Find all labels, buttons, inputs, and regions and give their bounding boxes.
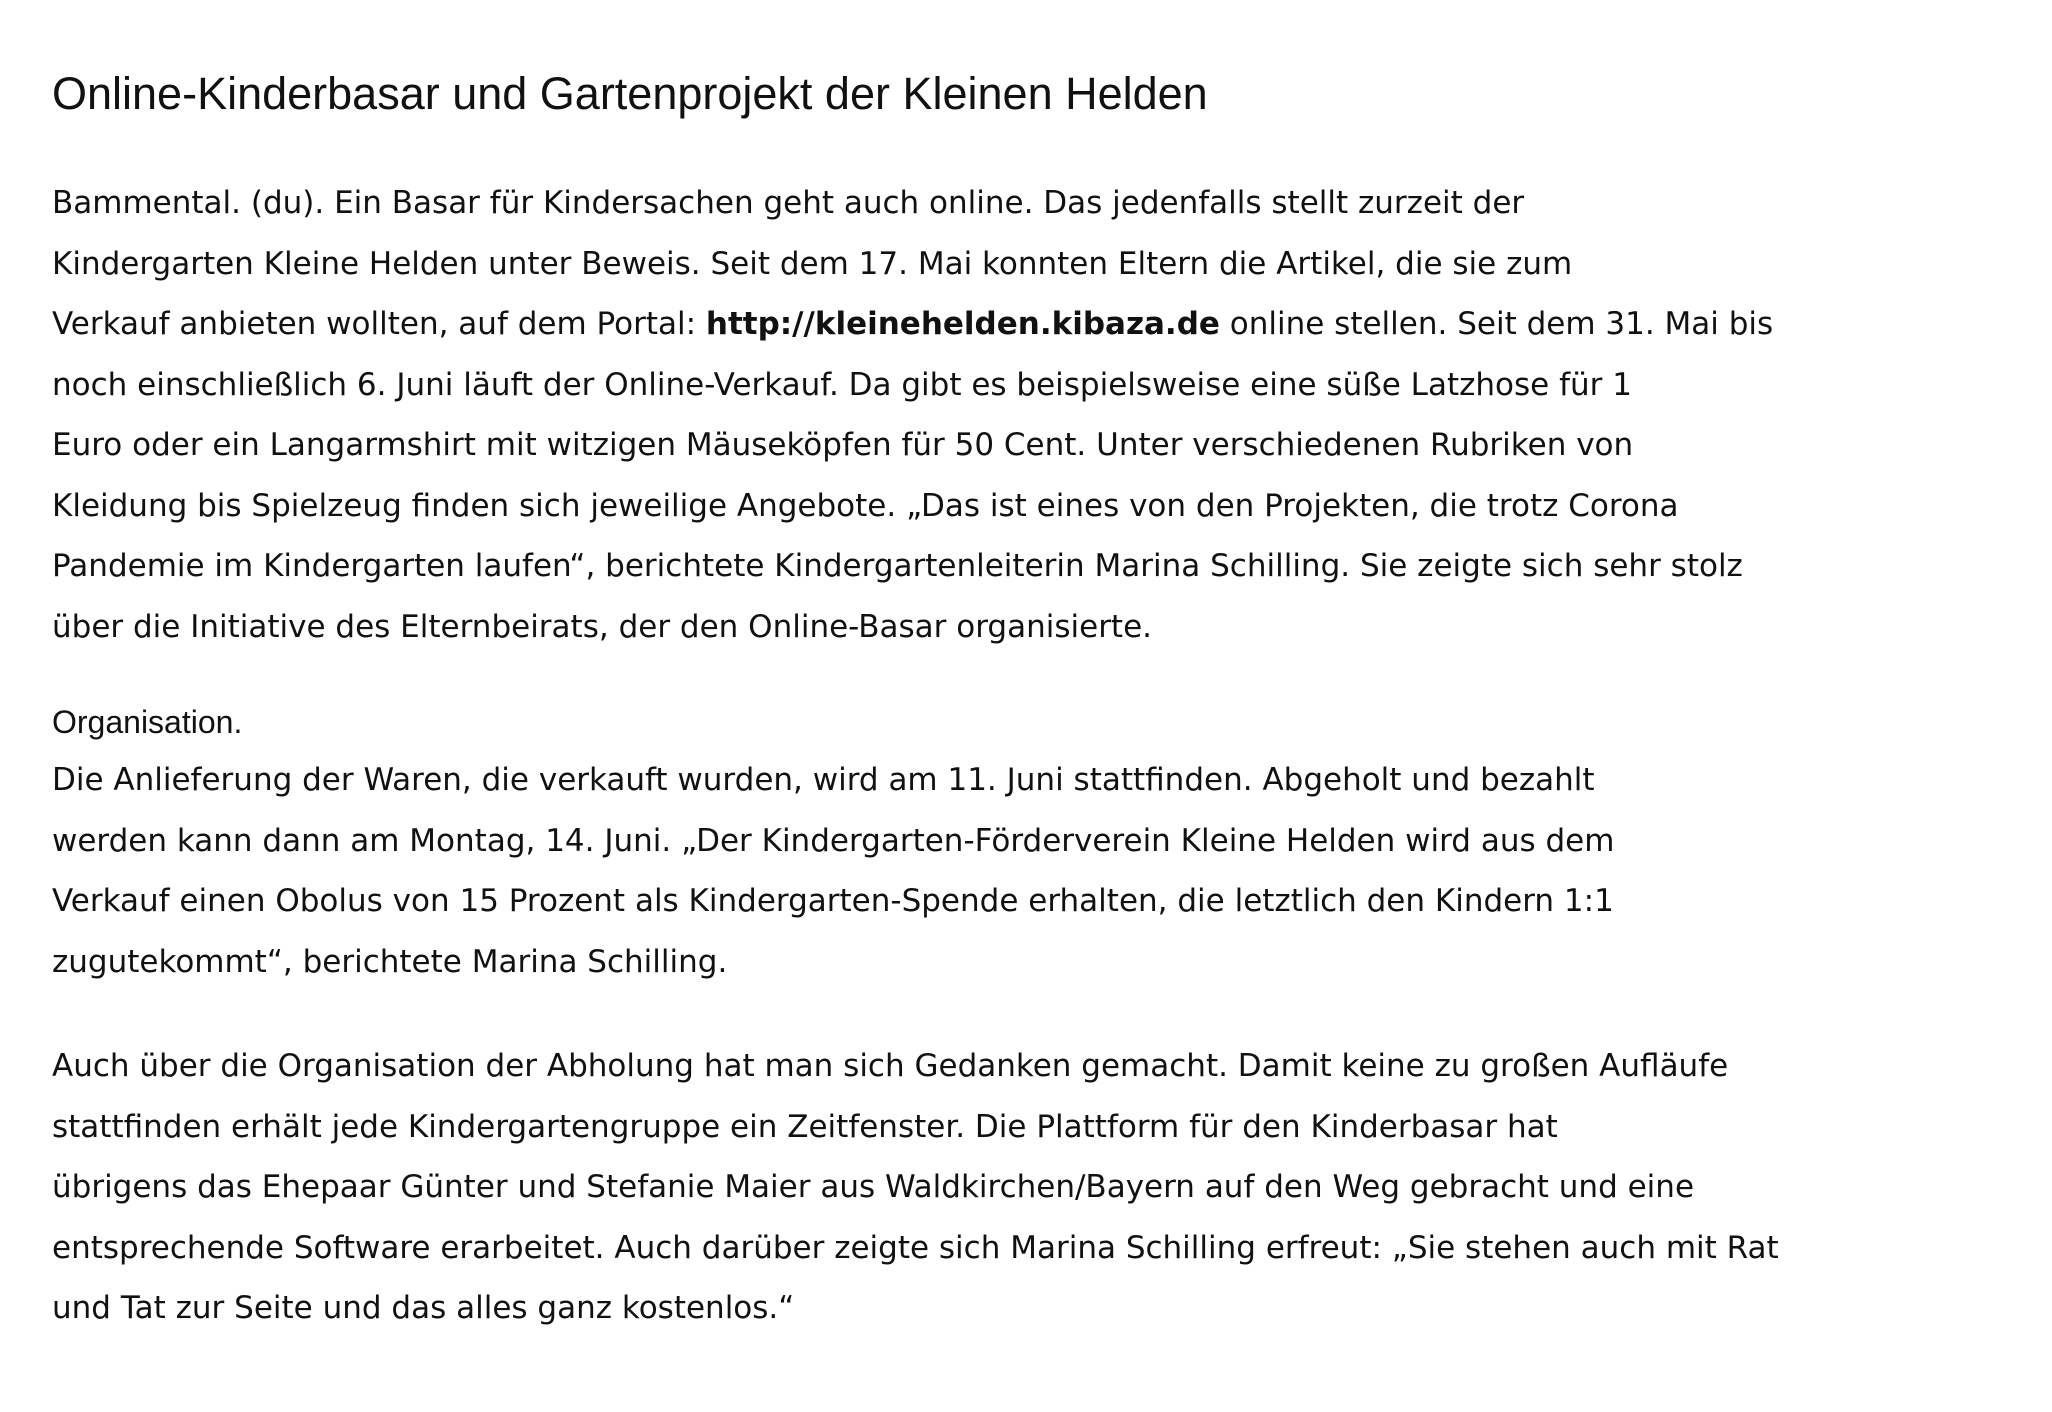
- text-line: entsprechende Software erarbeitet. Auch darüber zeigte sich Marina Schilling erfreut: „Sie stehen auch mit Rat: [52, 1229, 1779, 1266]
- text-line-with-url: [52, 294, 1773, 355]
- text-line: Verkauf einen Obolus von 15 Prozent als Kindergarten-Spende erhalten, die letztlich den Kindern 1:1: [52, 883, 1614, 919]
- article-title: Online-Kinderbasar und Gartenprojekt der Kleinen Helden: [52, 68, 1208, 119]
- paragraph-intro: [52, 173, 1773, 657]
- text-line: und Tat zur Seite und das alles ganz kostenlos.“: [52, 1290, 795, 1326]
- text-line: Auch über die Organisation der Abholung hat man sich Gedanken gemacht. Damit keine zu großen Aufläufe: [52, 1048, 1729, 1084]
- text-line: zugutekommt“, berichtete Marina Schilling.: [52, 943, 728, 980]
- paragraph-organisation: [52, 750, 1614, 992]
- text-segment: Verkauf anbieten wollten, auf dem Portal:: [52, 306, 706, 342]
- section-subheading: Organisation.: [52, 704, 243, 740]
- text-line: über die Initiative des Elternbeirats, der den Online-Basar organisierte.: [52, 608, 1153, 645]
- text-line: Kleidung bis Spielzeug finden sich jeweilige Angebote. „Das ist eines von den Projekten, die trotz Corona: [52, 487, 1679, 524]
- text-line: Bammental. (du). Ein Basar für Kindersachen geht auch online. Das jedenfalls stellt zurzeit der: [52, 185, 1525, 221]
- text-line: Die Anlieferung der Waren, die verkauft wurden, wird am 11. Juni stattfinden. Abgeholt und bezahlt: [52, 762, 1595, 798]
- text-line: stattfinden erhält jede Kindergartengruppe ein Zeitfenster. Die Plattform für den Kinderbasar hat: [52, 1108, 1558, 1145]
- text-segment: online stellen. Seit dem 31. Mai bis: [1219, 306, 1774, 342]
- paragraph-pickup: [52, 1036, 1779, 1339]
- text-line: werden kann dann am Montag, 14. Juni. „Der Kindergarten-Förderverein Kleine Helden wird aus dem: [52, 822, 1615, 859]
- text-line: noch einschließlich 6. Juni läuft der Online-Verkauf. Da gibt es beispielsweise eine süße Latzhose für 1: [52, 366, 1632, 403]
- text-line: übrigens das Ehepaar Günter und Stefanie Maier aus Waldkirchen/Bayern auf den Weg gebracht und eine: [52, 1169, 1695, 1205]
- text-line: Pandemie im Kindergarten laufen“, berichtete Kindergartenleiterin Marina Schilling. Sie zeigte sich sehr stolz: [52, 548, 1743, 584]
- text-line: Euro oder ein Langarmshirt mit witzigen Mäuseköpfen für 50 Cent. Unter verschiedenen Rubriken von: [52, 427, 1634, 463]
- text-line: Kindergarten Kleine Helden unter Beweis. Seit dem 17. Mai konnten Eltern die Artikel, die sie zum: [52, 245, 1573, 282]
- portal-url-link[interactable]: http://kleinehelden.kibaza.de: [705, 306, 1220, 342]
